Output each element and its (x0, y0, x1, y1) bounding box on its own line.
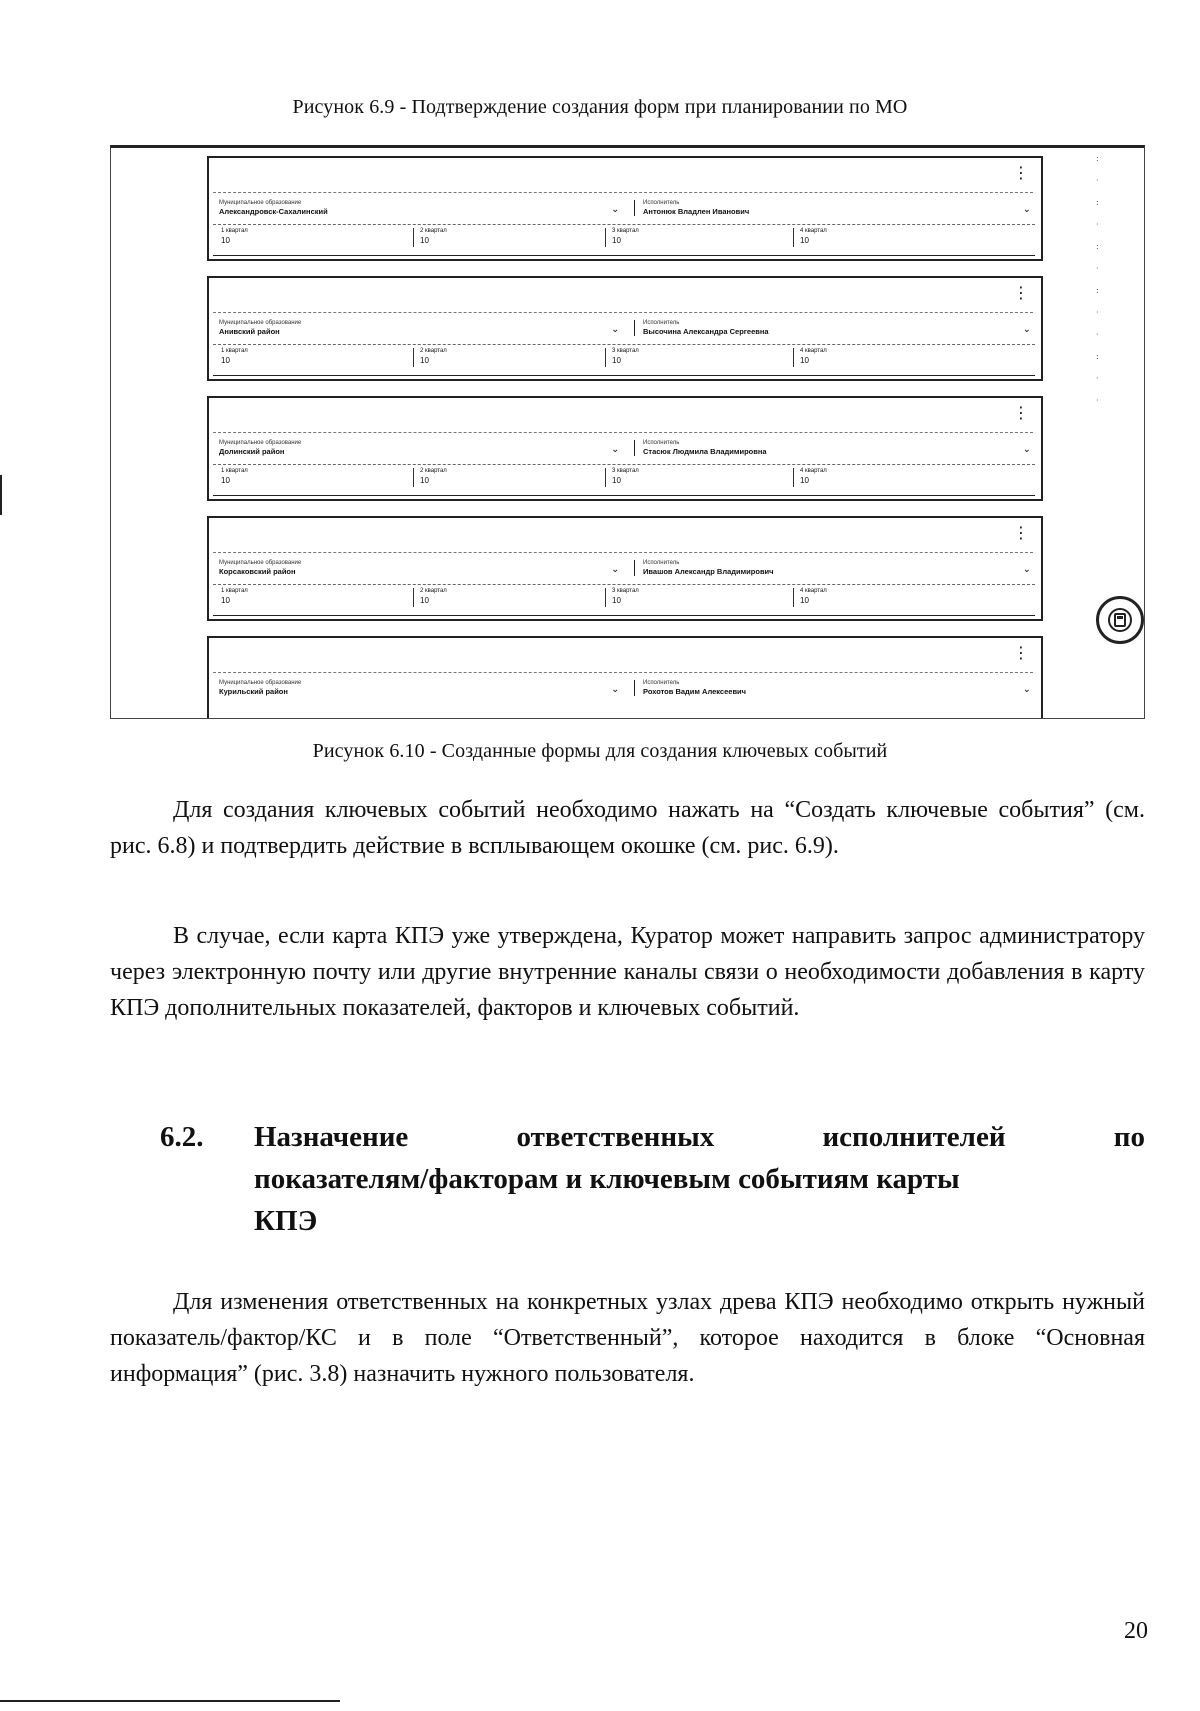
section-title-word: Назначение (254, 1121, 409, 1153)
quarter-value: 10 (612, 236, 621, 245)
save-icon (1107, 607, 1133, 633)
save-fab-button[interactable] (1096, 596, 1144, 644)
quarter-label: 3 квартал (612, 348, 639, 354)
figure-caption-top: Рисунок 6.9 - Подтверждение создания форм при планировании по МО (292, 96, 908, 118)
quarter-value: 10 (420, 356, 429, 365)
executor-select[interactable] (634, 200, 1003, 216)
form-card (207, 636, 1043, 719)
scan-artifact (0, 1700, 340, 1702)
quarter-label: 2 квартал (420, 348, 447, 354)
municipality-select[interactable] (219, 440, 579, 456)
more-vertical-icon[interactable]: ⋮ (1013, 643, 1029, 662)
quarter-input[interactable] (221, 228, 248, 247)
quarter-label: 1 квартал (221, 348, 248, 354)
municipality-label: Муниципальное образование (219, 560, 302, 566)
screenshot-figure (110, 145, 1145, 719)
executor-label: Исполнитель (643, 320, 680, 326)
quarter-input[interactable] (605, 468, 639, 487)
executor-label: Исполнитель (643, 560, 680, 566)
municipality-label: Муниципальное образование (219, 440, 302, 446)
quarter-value: 10 (420, 476, 429, 485)
more-vertical-icon[interactable]: ⋮ (1013, 283, 1029, 302)
executor-label: Исполнитель (643, 440, 680, 446)
municipality-select[interactable] (219, 680, 579, 696)
quarter-input[interactable] (413, 588, 447, 607)
paragraph-1-text: Для создания ключевых событий необходимо нажать на “Создать ключевые события” (см. рис. 6.8) и подтвердить действие в всплывающем окошке (см. рис. 6.9). (110, 797, 1145, 859)
quarter-value: 10 (221, 476, 230, 485)
executor-value: Ивашов Александр Владимирович (643, 567, 774, 576)
quarter-label: 1 квартал (221, 228, 248, 234)
municipality-value: Корсаковский район (219, 567, 296, 576)
chevron-down-icon[interactable]: ⌄ (611, 204, 620, 215)
quarter-label: 2 квартал (420, 468, 447, 474)
quarter-label: 3 квартал (612, 228, 639, 234)
executor-select[interactable] (634, 440, 1003, 456)
quarter-label: 1 квартал (221, 468, 248, 474)
page-number: 20 (1124, 1618, 1148, 1644)
paragraph-2-text: В случае, если карта КПЭ уже утверждена, Куратор может направить запрос администратору через электронную почту или другие внутренние каналы связи о необходимости добавления в карту КПЭ дополнительных показателей, факторов и ключевых событий. (110, 923, 1145, 1021)
quarter-label: 4 квартал (800, 468, 827, 474)
quarter-input[interactable] (221, 468, 248, 487)
form-card (207, 516, 1043, 621)
chevron-down-icon[interactable]: ⌄ (611, 564, 620, 575)
quarter-value: 10 (612, 356, 621, 365)
section-title-word: исполнителей (822, 1121, 1006, 1153)
more-vertical-icon[interactable]: ⋮ (1013, 163, 1029, 182)
executor-select[interactable] (634, 680, 1003, 696)
municipality-select[interactable] (219, 200, 579, 216)
municipality-select[interactable] (219, 560, 579, 576)
divider (213, 192, 1033, 193)
quarter-label: 3 квартал (612, 468, 639, 474)
quarter-input[interactable] (413, 468, 447, 487)
quarter-input[interactable] (793, 228, 827, 247)
quarter-label: 2 квартал (420, 588, 447, 594)
executor-value: Стасюк Людмила Владимировна (643, 447, 767, 456)
paragraph-change-responsible (110, 1284, 1145, 1392)
quarter-input[interactable] (221, 588, 248, 607)
scrollbar-track[interactable]: : · : · : · : · · : · · (1096, 154, 1099, 405)
quarter-value: 10 (800, 476, 809, 485)
executor-select[interactable] (634, 560, 1003, 576)
quarter-input[interactable] (413, 348, 447, 367)
quarter-value: 10 (221, 356, 230, 365)
executor-value: Высочина Александра Сергеевна (643, 327, 769, 336)
section-title-word: ответственных (516, 1121, 715, 1153)
divider (213, 312, 1033, 313)
executor-value: Рохотов Вадим Алексеевич (643, 687, 747, 696)
quarter-input[interactable] (221, 348, 248, 367)
municipality-value: Курильский район (219, 687, 288, 696)
municipality-value: Александровск-Сахалинский (219, 207, 328, 216)
quarter-input[interactable] (793, 348, 827, 367)
more-vertical-icon[interactable]: ⋮ (1013, 523, 1029, 542)
municipality-value: Анивский район (219, 327, 280, 336)
municipality-label: Муниципальное образование (219, 200, 302, 206)
executor-label: Исполнитель (643, 200, 680, 206)
form-card (207, 156, 1043, 261)
quarter-input[interactable] (793, 468, 827, 487)
form-card (207, 276, 1043, 381)
section-title-line-3: КПЭ (254, 1205, 318, 1237)
quarter-value: 10 (221, 596, 230, 605)
executor-label: Исполнитель (643, 680, 680, 686)
paragraph-kpi-approved (110, 918, 1145, 1026)
executor-select[interactable] (634, 320, 1003, 336)
executor-value: Антонюк Владлен Иванович (643, 207, 750, 216)
quarter-value: 10 (800, 596, 809, 605)
chevron-down-icon[interactable]: ⌄ (1022, 684, 1031, 695)
quarter-value: 10 (221, 236, 230, 245)
chevron-down-icon[interactable]: ⌄ (611, 444, 620, 455)
quarters-row (213, 584, 1035, 616)
municipality-label: Муниципальное образование (219, 680, 302, 686)
quarter-value: 10 (420, 236, 429, 245)
forms-list (207, 156, 1047, 719)
quarter-label: 2 квартал (420, 228, 447, 234)
chevron-down-icon[interactable]: ⌄ (1022, 204, 1031, 215)
quarter-value: 10 (612, 476, 621, 485)
quarters-row (213, 344, 1035, 376)
divider (213, 432, 1033, 433)
paragraph-3-text: Для изменения ответственных на конкретных узлах древа КПЭ необходимо открыть нужный показатель/фактор/КС и в поле “Ответственный”, которое находится в блоке “Основная информация” (рис. 3.8) назначить нужного пользователя. (110, 1289, 1145, 1387)
more-vertical-icon[interactable]: ⋮ (1013, 403, 1029, 422)
quarter-input[interactable] (793, 588, 827, 607)
quarter-label: 4 квартал (800, 348, 827, 354)
chevron-down-icon[interactable]: ⌄ (1022, 444, 1031, 455)
quarter-input[interactable] (605, 588, 639, 607)
quarter-input[interactable] (605, 228, 639, 247)
municipality-value: Долинский район (219, 447, 285, 456)
chevron-down-icon[interactable]: ⌄ (611, 324, 620, 335)
quarter-value: 10 (800, 356, 809, 365)
chevron-down-icon[interactable]: ⌄ (1022, 564, 1031, 575)
quarter-label: 3 квартал (612, 588, 639, 594)
quarter-input[interactable] (413, 228, 447, 247)
paragraph-create-key-events (110, 792, 1145, 864)
quarter-value: 10 (420, 596, 429, 605)
chevron-down-icon[interactable]: ⌄ (611, 684, 620, 695)
section-title-line-2: показателям/факторам и ключевым событиям карты (254, 1163, 960, 1195)
scan-artifact (0, 475, 2, 515)
section-title-word: по (1113, 1121, 1145, 1153)
divider (213, 672, 1033, 673)
municipality-select[interactable] (219, 320, 579, 336)
quarters-row (213, 224, 1035, 256)
quarter-label: 4 квартал (800, 228, 827, 234)
quarter-input[interactable] (605, 348, 639, 367)
form-card (207, 396, 1043, 501)
chevron-down-icon[interactable]: ⌄ (1022, 324, 1031, 335)
quarter-value: 10 (612, 596, 621, 605)
quarter-value: 10 (800, 236, 809, 245)
quarters-row (213, 464, 1035, 496)
quarter-label: 4 квартал (800, 588, 827, 594)
figure-caption-bottom: Рисунок 6.10 - Созданные формы для создания ключевых событий (312, 740, 888, 762)
quarter-label: 1 квартал (221, 588, 248, 594)
section-title-line-1 (254, 1116, 1145, 1158)
divider (213, 552, 1033, 553)
section-number: 6.2. (160, 1121, 204, 1153)
municipality-label: Муниципальное образование (219, 320, 302, 326)
